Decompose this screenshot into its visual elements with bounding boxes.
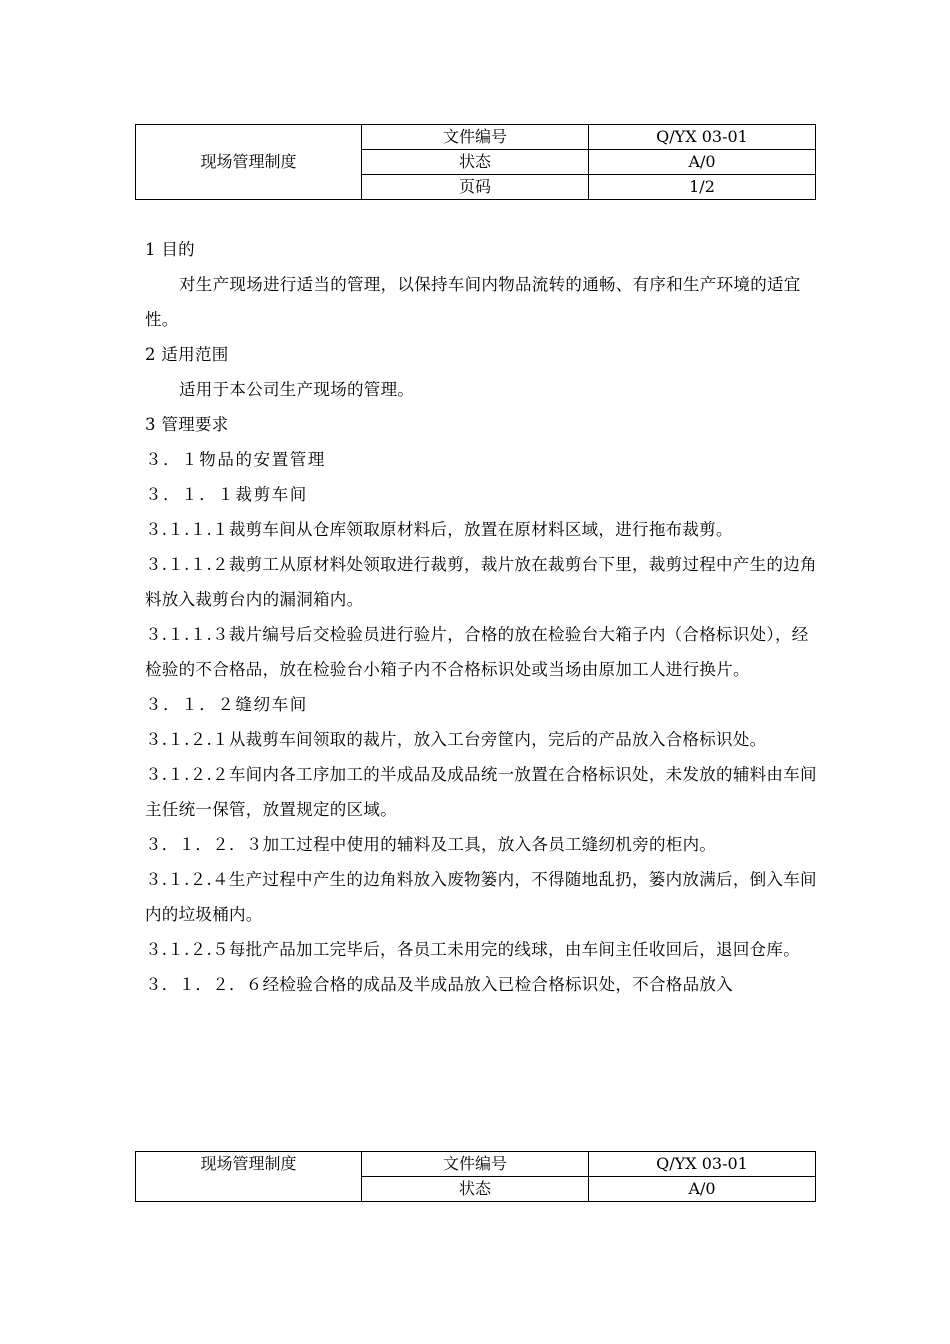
document-title: 现场管理制度 xyxy=(136,125,362,200)
subsection-heading: ３．１物品的安置管理 xyxy=(145,450,326,469)
header-table-top xyxy=(135,124,816,200)
paragraph: ３.１.２.５每批产品加工完毕后，各员工未用完的线球，由车间主任收回后，退回仓库。 xyxy=(145,940,801,959)
status-label: 状态 xyxy=(362,1177,589,1202)
paragraph: ３.１.１.２裁剪工从原材料处领取进行裁剪，裁片放在裁剪台下里，裁剪过程中产生的边角料放入裁剪台内的漏洞箱内。 xyxy=(145,555,817,609)
paragraph: ３.１.２.４生产过程中产生的边角料放入废物篓内，不得随地乱扔，篓内放满后，倒入车间内的垃圾桶内。 xyxy=(145,870,817,924)
paragraph: ３.１.１.３裁片编号后交检验员进行验片，合格的放在检验台大箱子内（合格标识处），经检验的不合格品，放在检验台小箱子内不合格标识处或当场由原加工人进行换片。 xyxy=(145,625,809,679)
paragraph: ３.１.１.１裁剪车间从仓库领取原材料后，放置在原材料区域，进行拖布裁剪。 xyxy=(145,520,733,539)
subsection-heading: ３．１．１裁剪车间 xyxy=(145,485,308,504)
paragraph: ３.１.２.１从裁剪车间领取的裁片，放入工台旁筐内，完后的产品放入合格标识处。 xyxy=(145,730,767,749)
document-body xyxy=(145,232,817,1002)
paragraph: ３．１．２．６经检验合格的成品及半成品放入已检合格标识处，不合格品放入 xyxy=(145,975,733,994)
page-number-value: 1/2 xyxy=(589,175,816,200)
status-value: A/0 xyxy=(589,1177,816,1202)
section-heading: 2 适用范围 xyxy=(145,345,229,364)
file-number-label: 文件编号 xyxy=(362,1152,589,1177)
status-label: 状态 xyxy=(362,150,589,175)
paragraph: 适用于本公司生产现场的管理。 xyxy=(179,380,415,399)
document-title: 现场管理制度 xyxy=(136,1152,362,1202)
section-heading: 3 管理要求 xyxy=(145,415,229,434)
paragraph: 对生产现场进行适当的管理，以保持车间内物品流转的通畅、有序和生产环境的适宜性。 xyxy=(145,275,801,329)
header-table-bottom xyxy=(135,1151,816,1202)
subsection-heading: ３．１．２缝纫车间 xyxy=(145,695,308,714)
file-number-label: 文件编号 xyxy=(362,125,589,150)
file-number-value: Q/YX 03-01 xyxy=(589,125,816,150)
paragraph: ３.１.２.２车间内各工序加工的半成品及成品统一放置在合格标识处，未发放的辅料由车间主任统一保管，放置规定的区域。 xyxy=(145,765,817,819)
section-heading: 1 目的 xyxy=(145,240,195,259)
paragraph: ３．１．２．３加工过程中使用的辅料及工具，放入各员工缝纫机旁的柜内。 xyxy=(145,835,717,854)
status-value: A/0 xyxy=(589,150,816,175)
file-number-value: Q/YX 03-01 xyxy=(589,1152,816,1177)
page-number-label: 页码 xyxy=(362,175,589,200)
